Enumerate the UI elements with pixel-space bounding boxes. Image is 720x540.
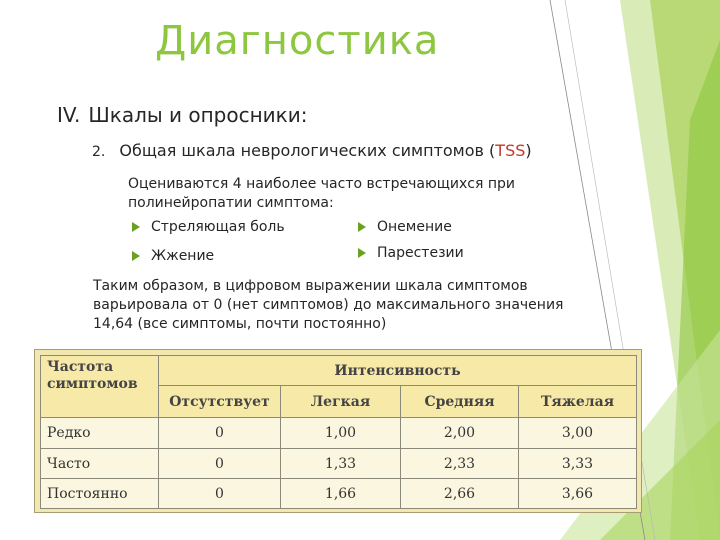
table-cell: 2,00 [401, 418, 519, 449]
list-item-text-before: Общая шкала неврологических симптомов ( [119, 141, 496, 160]
table-cell: 0 [159, 418, 281, 449]
symptom-bullet [132, 248, 214, 264]
table-row-label: Постоянно [41, 479, 159, 509]
table-cell: 3,66 [519, 479, 637, 509]
symptom-label: Жжение [151, 248, 215, 264]
triangle-bullet-icon [358, 248, 366, 258]
table-row [41, 479, 637, 509]
conclusion-paragraph: Таким образом, в цифровом выражении шкала симптомов варьировала от 0 (нет симптомов) до максимального значения 14,64 (все симптомы, почти постоянно) [93, 278, 564, 332]
table-cell: 3,00 [519, 418, 637, 449]
tss-abbreviation: TSS [495, 141, 526, 160]
table-cell: 1,00 [281, 418, 401, 449]
table-row [41, 418, 637, 449]
symptom-bullet [358, 219, 452, 235]
symptom-bullet [358, 245, 464, 261]
tss-table-panel [34, 349, 642, 513]
symptom-bullet [132, 219, 285, 235]
section-heading [57, 103, 308, 127]
list-item-tss [92, 141, 532, 160]
section-numeral: IV. [57, 103, 81, 127]
table-cell: 2,33 [401, 449, 519, 479]
table-row [41, 449, 637, 479]
symptom-label: Онемение [377, 219, 452, 235]
triangle-bullet-icon [358, 222, 366, 232]
list-item-text-after: ) [525, 141, 532, 160]
table-cell: 3,33 [519, 449, 637, 479]
intro-paragraph: Оцениваются 4 наиболее часто встречающихся при полинейропатии симптома: [128, 176, 516, 211]
triangle-bullet-icon [132, 251, 140, 261]
table-cell: 0 [159, 449, 281, 479]
table-column-header: Средняя [401, 386, 519, 418]
table-group-header: Интенсивность [159, 356, 637, 386]
triangle-bullet-icon [132, 222, 140, 232]
symptom-label: Стреляющая боль [151, 219, 285, 235]
table-column-header: Отсутствует [159, 386, 281, 418]
slide-title: Диагностика [155, 18, 440, 64]
table-cell: 1,33 [281, 449, 401, 479]
list-item-number: 2. [92, 144, 106, 160]
section-heading-text: Шкалы и опросники: [88, 103, 308, 127]
table-cell: 0 [159, 479, 281, 509]
tss-table [40, 355, 637, 509]
table-corner-header: Частота симптомов [41, 356, 159, 418]
table-column-header: Легкая [281, 386, 401, 418]
table-row-label: Редко [41, 418, 159, 449]
table-row-label: Часто [41, 449, 159, 479]
symptom-label: Парестезии [377, 245, 464, 261]
table-cell: 2,66 [401, 479, 519, 509]
table-column-header: Тяжелая [519, 386, 637, 418]
table-cell: 1,66 [281, 479, 401, 509]
